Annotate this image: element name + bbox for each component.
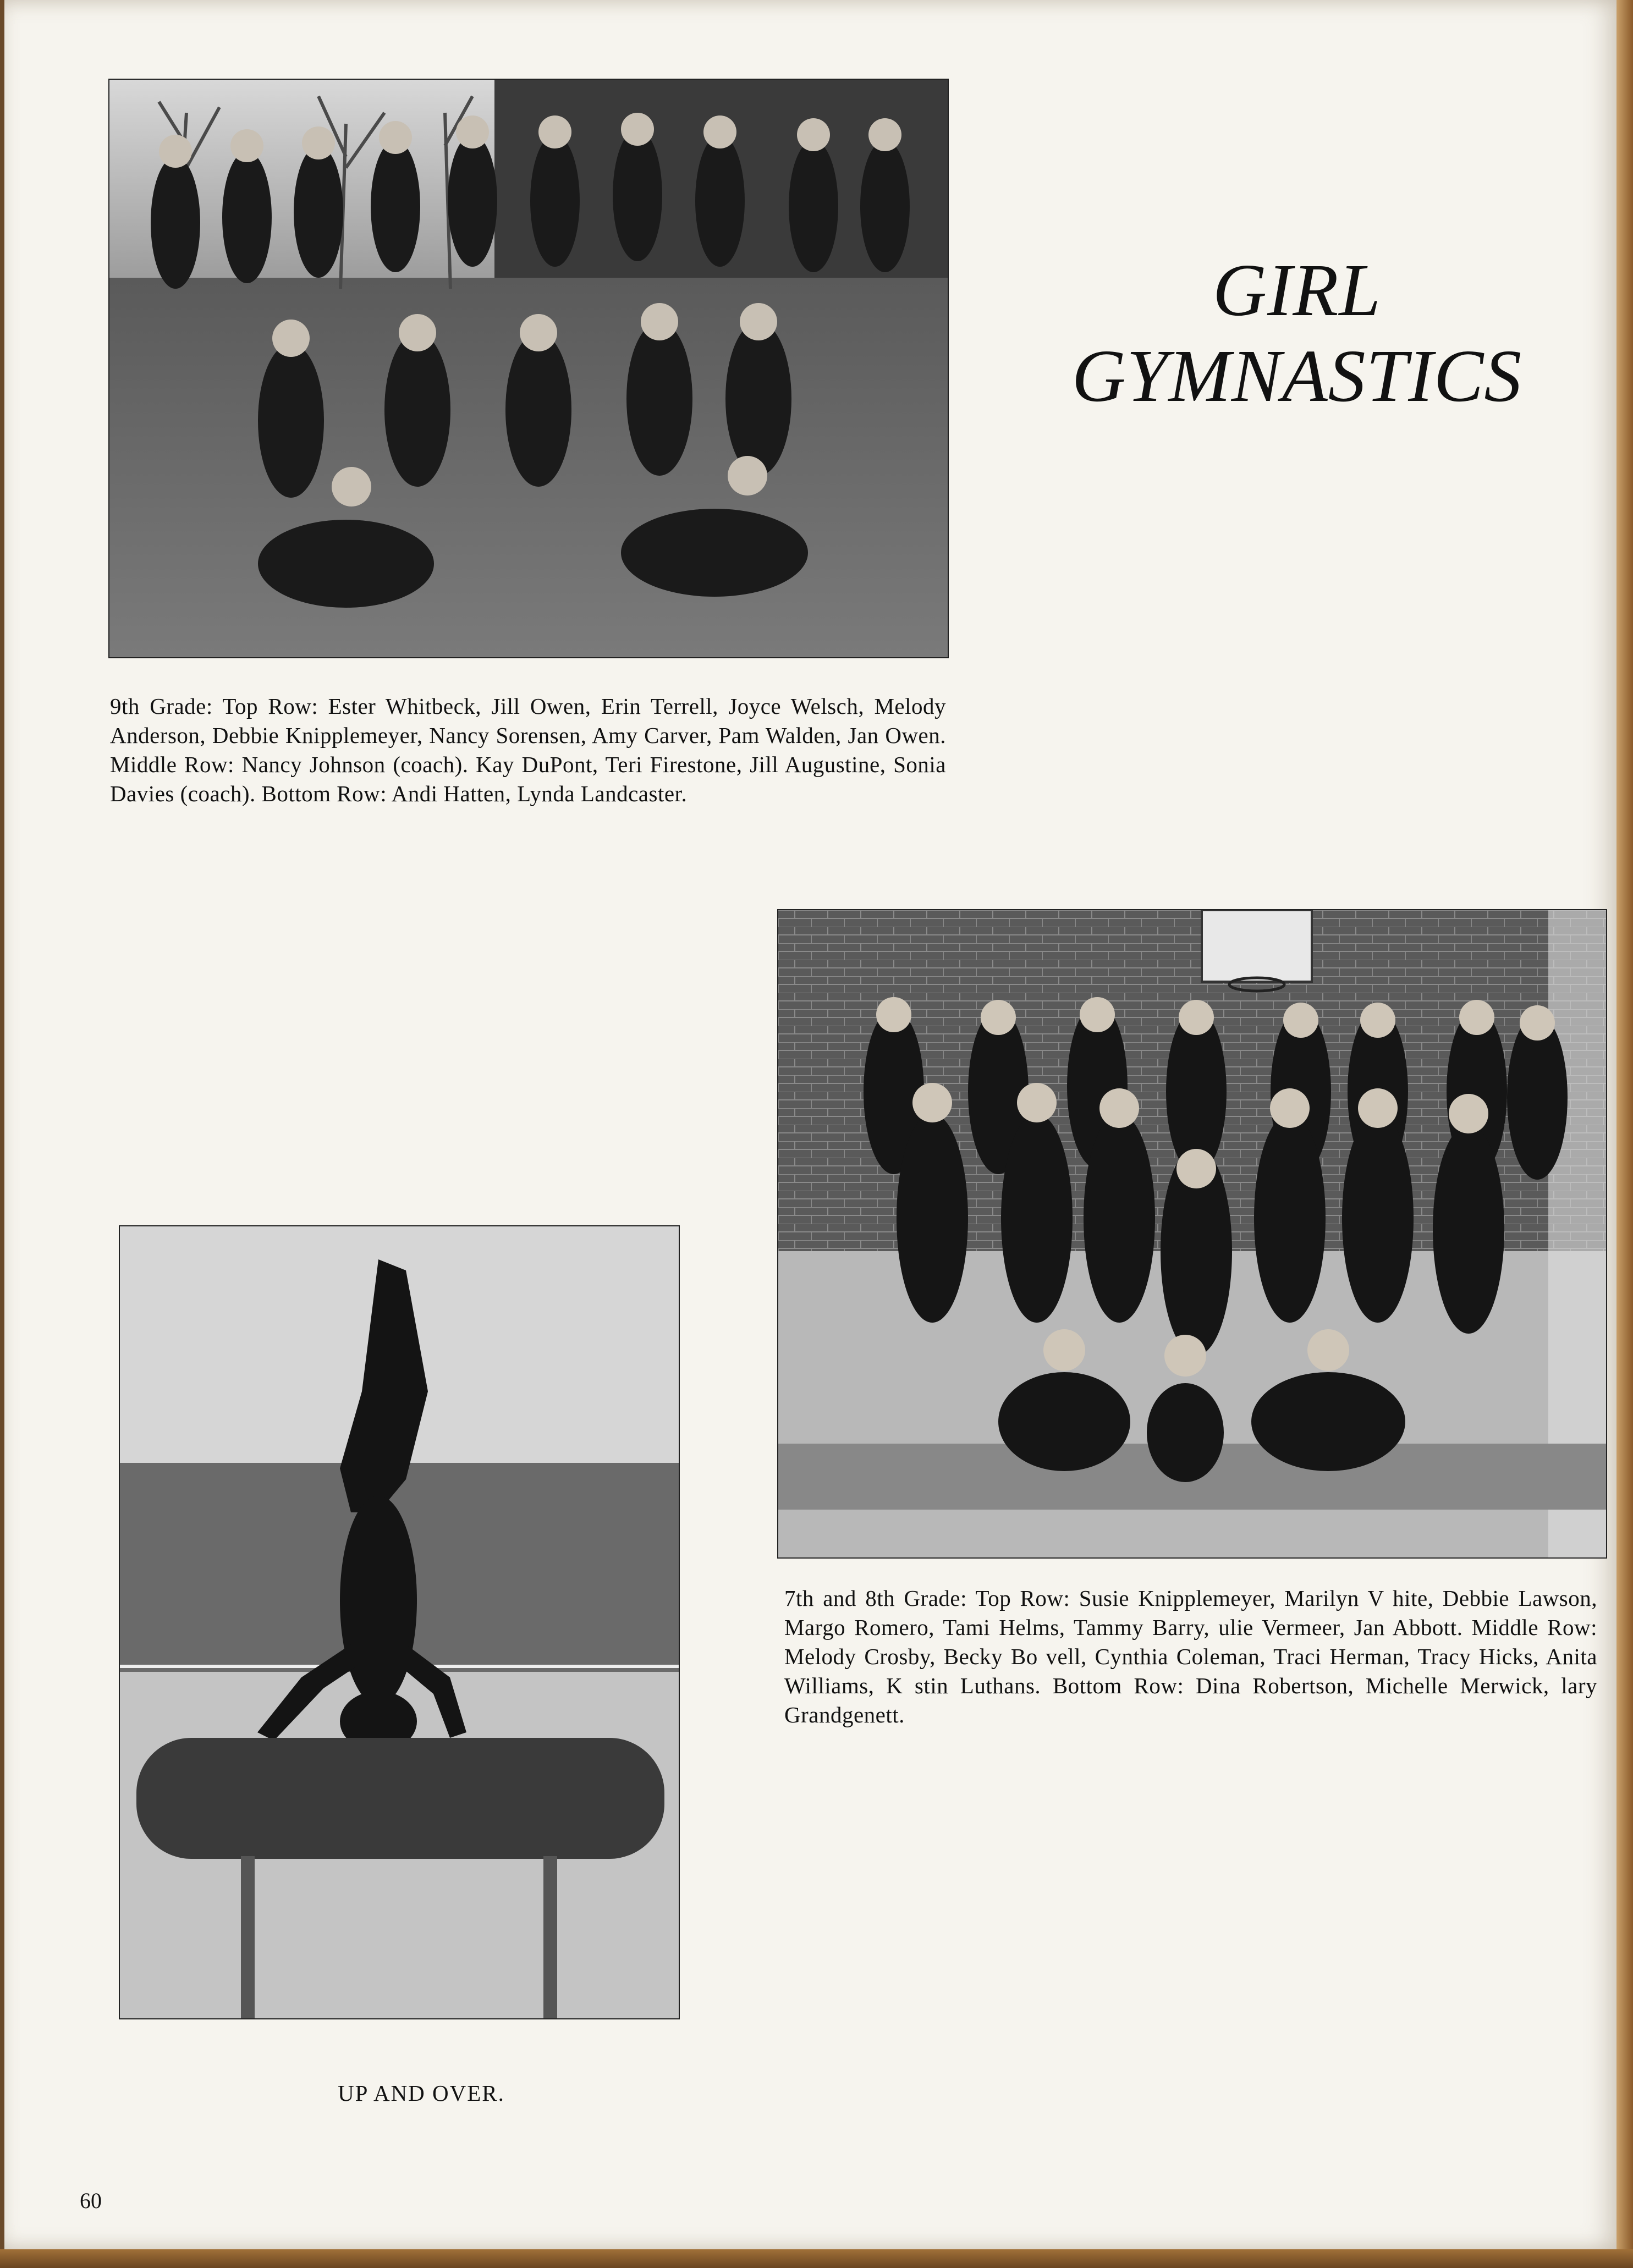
page-number: 60 — [80, 2188, 102, 2213]
title-line-2: GYMNASTICS — [1071, 335, 1522, 417]
ninth-grade-team-photo — [108, 79, 949, 658]
page-edge — [1616, 0, 1633, 2268]
action-photo-caption: UP AND OVER. — [338, 2080, 505, 2106]
yearbook-page — [4, 0, 1621, 2249]
title-line-1: GIRL — [1212, 249, 1382, 332]
up-and-over-action-photo — [119, 1225, 680, 2019]
seventh-eighth-grade-team-photo — [777, 909, 1607, 1559]
binding-edge — [0, 2249, 1633, 2268]
seventh-eighth-grade-caption: 7th and 8th Grade: Top Row: Susie Knipplemeyer, Marilyn V hite, Debbie Lawson, Margo Romero, Tami Helms, Tammy Barry, ulie Vermeer, Jan Abbott. Middle Row: Melody Crosby, Becky Bo vell, Cynthia Coleman, Traci Herman, Tracy Hicks, Anita Williams, K stin Luthans. Bottom Row: Dina Robertson, Michelle Merwick, lary Grandgenett. — [784, 1586, 1597, 1727]
page-title — [994, 249, 1599, 417]
ninth-grade-caption: 9th Grade: Top Row: Ester Whitbeck, Jill Owen, Erin Terrell, Joyce Welsch, Melody Anderson, Debbie Knipplemeyer, Nancy Sorensen, Amy Carver, Pam Walden, Jan Owen. Middle Row: Nancy Johnson (coach). Kay DuPont, Teri Firestone, Jill Augustine, Sonia Davies (coach). Bottom Row: Andi Hatten, Lynda Landcaster. — [110, 693, 946, 806]
